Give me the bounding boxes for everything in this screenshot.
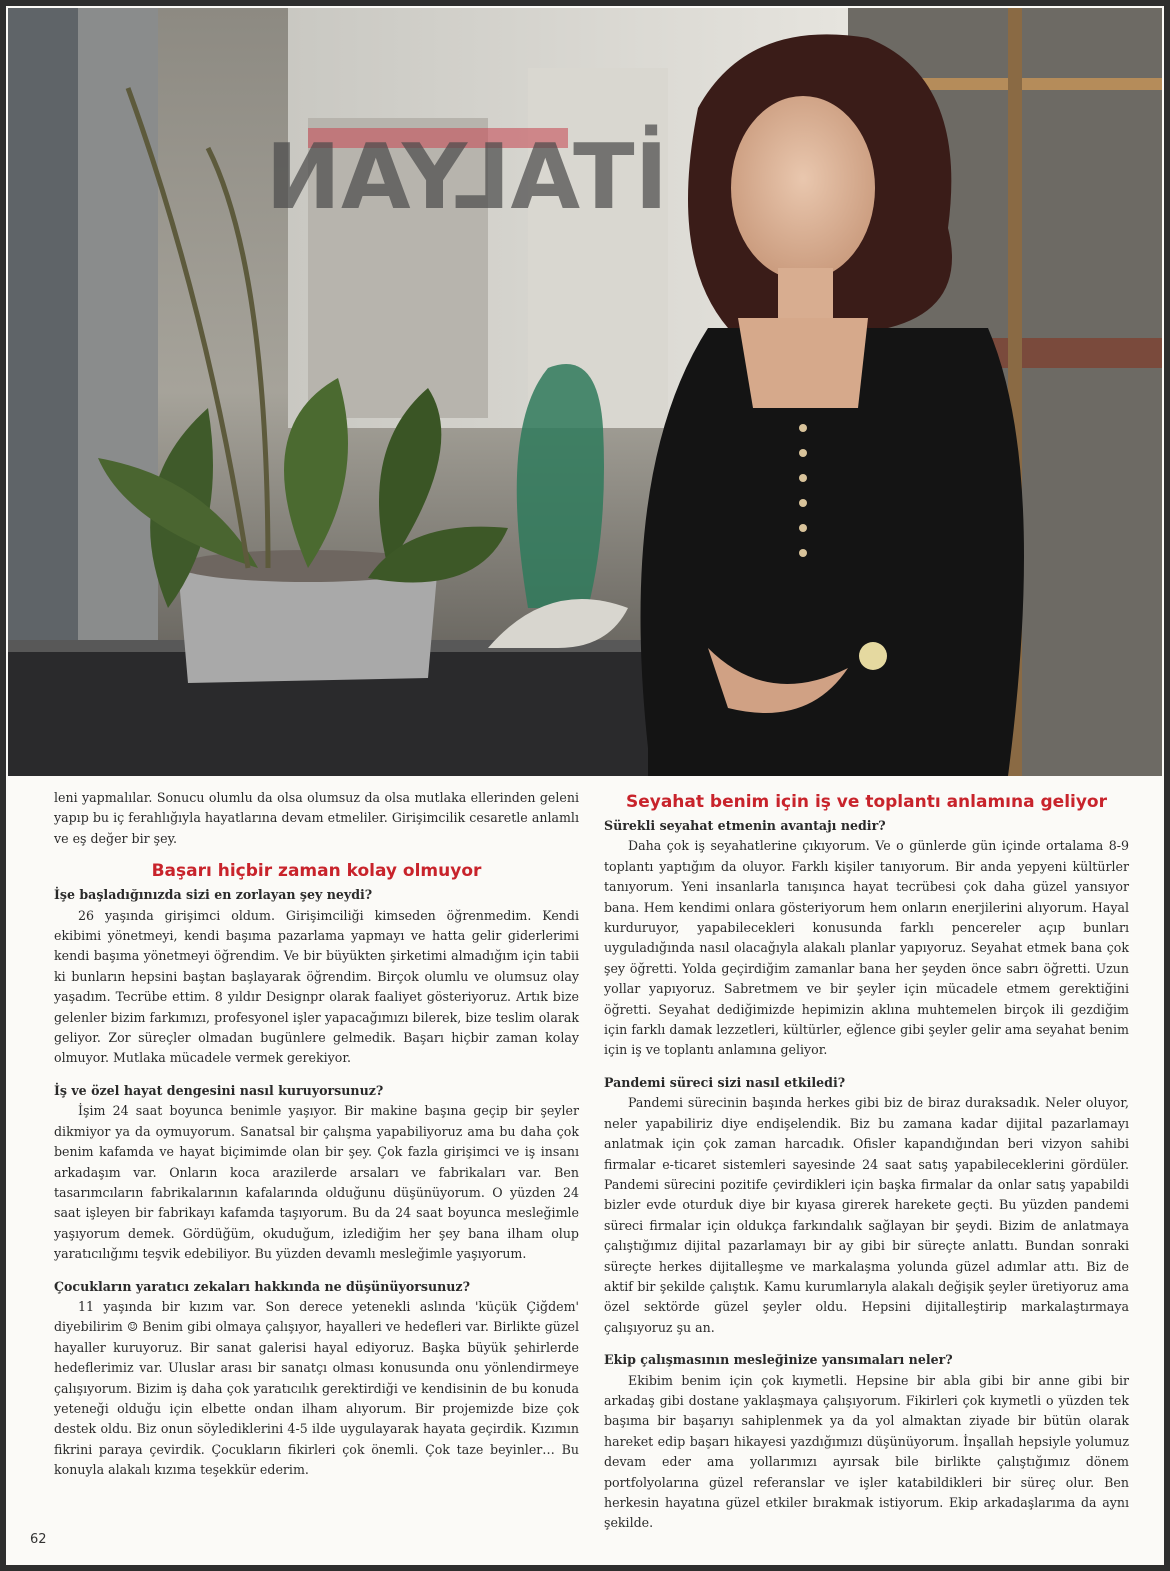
answer-2: İşim 24 saat boyunca benimle yaşıyor. Bir makine başına geçip bir şeyler dikmiyor ya da oymuyorum. Sanatsal bir çalışma yapabiliyoruz ama bu daha çok benim kafamda ve hayat biçimimde olan bir şey. Çok fazla girişimci ve iş insanı arkadaşım var. Onların koca arazilerde arsaları ve fabrikaları var. Ben tasarımcıların fabrikalarının kafalarında olduğunu düşünüyorum. O yüzden 24 saat işleyen bir fabrikayı kafamda taşıyorum. Bu da 24 saat boyunca mesleğimle yaşıyorum demek. Gördüğüm, okuduğum, izlediğim her şey bana ilham olup yaratıcılığımı teşvik edebiliyor. Bu yüzden devamlı mesleğimle yaşıyorum. <box>54 1103 579 1262</box>
answer-4: Daha çok iş seyahatlerine çıkıyorum. Ve o günlerde gün içinde ortalama 8-9 toplantı yaptığım da oluyor. Farklı kişiler tanıyorum. Bir anda yepyeni kültürler tanıyorum. Yeni insanlarla tanışınca hayat tecrübesi çok daha güzel yansıyor bana. Hem kendimi onlara gösteriyorum hem onların enerjilerini alıyorum. Hayal kurduruyor, yapabilecekleri konusunda farklı pencereler açıp bunları uyguladığında nasıl olacağıyla alakalı planlar yapıyoruz. Seyahat etmek bana çok şey öğretti. Yolda geçirdiğim zamanlar bana her şeyden önce sabrı öğretti. Uzun yollar yapıyoruz. Sabretmem ve bir şeyler için mücadele etmem gerektiğini öğretti. Seyahat dediğimizde hepimizin aklına muhtemelen birçok ili gezdiğim için farklı damak lezzetleri, kültürler, eğlence gibi şeyler gelir ama seyahat benim için iş ve toplantı anlamına geliyor. <box>604 838 1129 1058</box>
portrait-photo-illustration <box>8 8 1162 776</box>
question-6: Ekip çalışmasının mesleğinize yansımaları neler? <box>604 1352 953 1368</box>
left-column <box>54 788 579 1481</box>
right-column <box>604 788 1129 1534</box>
page-number: 62 <box>30 1532 47 1547</box>
question-5: Pandemi süreci sizi nasıl etkiledi? <box>604 1074 846 1090</box>
question-1: İşe başladığınızda sizi en zorlayan şey neydi? <box>54 887 373 903</box>
intro-paragraph: leni yapmalılar. Sonucu olumlu da olsa olumsuz da olsa mutlaka ellerinden geleni yapıp bu iç ferahlığıyla hayatlarına devam etmeliler. Girişimcilik cesaretle anlamlı ve eş değer bir şey. <box>54 790 579 846</box>
question-4: Sürekli seyahat etmenin avantajı nedir? <box>604 818 886 833</box>
answer-5: Pandemi sürecinin başında herkes gibi biz de biraz duraksadık. Neler oluyor, neler yapabiliriz diye endişelendik. Biz bu zamana kadar dijital pazarlamayı anlatmak için çok zaman harcadık. Ofisler kapandığından beri vizyon sahibi firmalar e-ticaret sistemleri sayesinde 24 saat satış yapabileceklerini gördüler. Pandemi sürecini pozitife çevirdikleri için başka firmalar da onlar satış yapabildi bizler evde oturduk diye bir kıyasa girerek harekete geçti. Bu yüzden pandemi süreci firmalar için oldukça farkındalık sağlayan bir şeydi. Bizim de anlatmaya çalıştığımız dijital pazarlamayı bir ay gibi bir süreçte anlattı. Bundan sonraki süreçte herkes dijitalleşme ve markalaşma yolunda güzel adımlar attı. Biz de aktif bir şekilde çalıştık. Kamu kurumlarıyla alakalı değişik şeyler üretiyoruz ama özel sektörde güzel şeyler oldu. Hepsini dijitalleştirip markalaştırmaya çalışıyoruz şu an. <box>604 1095 1129 1335</box>
reflected-sign-text: İTALYAN <box>265 125 668 230</box>
section-title-success: Başarı hiçbir zaman kolay olmuyor <box>151 861 482 882</box>
answer-6: Ekibim benim için çok kıymetli. Hepsine bir abla gibi bir anne gibi bir arkadaş gibi dostane yaklaşmaya çalışıyorum. Fikirleri çok kıymetli o yüzden tek başıma bir başarıyı sahiplenmek ya da yol almaktan ziyade bir bütün olarak hareket edip başarı hikayesi yazdığımızı düşünüyorum. İnşallah hepsiyle yolumuz devam eder ama yollarımızı ayırsak bile birlikte çalıştığımız dönem portfolyolarına güzel referanslar ve işler katabildikleri bir süreç olur. Ben herkesin hayatına güzel etkiler bırakmak istiyorum. Ekip arkadaşlarıma da aynı şekilde. <box>604 1372 1129 1531</box>
answer-1: 26 yaşında girişimci oldum. Girişimciliği kimseden öğrenmedim. Kendi ekibimi yönetmeyi, kendi başıma pazarlama yapmayı ve hatta gelir giderlerimi kendi başıma yönetmeyi öğrendim. Ve bir büyükten şirketimi almadığım için tabii ki bunların hepsini baştan başlayarak öğrendim. Birçok olumlu ve olumsuz olay yaşadım. Tecrübe ettim. 8 yıldır Designpr olarak faaliyet gösteriyoruz. Artık bize gelenler bizim farkımızı, profesyonel işler yapacağımızı bilerek, bize teslim olarak geliyor. Zor süreçler olmadan bugünlere gelmedik. Başarı hiçbir zaman kolay olmuyor. Mutlaka mücadele vermek gerekiyor. <box>54 907 579 1066</box>
answer-3: 11 yaşında bir kızım var. Son derece yetenekli aslında 'küçük Çiğdem' diyebilirim ☺ Benim gibi olmaya çalışıyor, hayalleri ve hedefleri var. Birlikte güzel hayaller kuruyoruz. Bir sanat galerisi hayal ediyoruz. Başka büyük şehirlerde hedeflerimiz var. Uluslar arası bir sanatçı olması konusunda onu yönlendirmeye çalışıyorum. Bizim iş daha çok yaratıcılık gerektirdiği ve kendisinin de bu konuda yeteneği olduğu için elbette ondan ilham alıyorum. Bir projemizde bize çok destek oldu. Biz onun söylediklerini 4-5 ilde uygulayarak hayata geçirdik. Kızımın fikrini paraya çevirdik. Çocukların fikirleri çok önemli. Çok taze beyinler… Bu konuyla alakalı kızıma teşekkür ederim. <box>54 1298 579 1478</box>
section-title-travel: Seyahat benim için iş ve toplantı anlamına geliyor <box>625 792 1107 812</box>
question-2: İş ve özel hayat dengesini nasıl kuruyorsunuz? <box>54 1082 384 1098</box>
portrait-photo <box>8 8 1162 776</box>
question-3: Çocukların yaratıcı zekaları hakkında ne düşünüyorsunuz? <box>54 1278 470 1294</box>
